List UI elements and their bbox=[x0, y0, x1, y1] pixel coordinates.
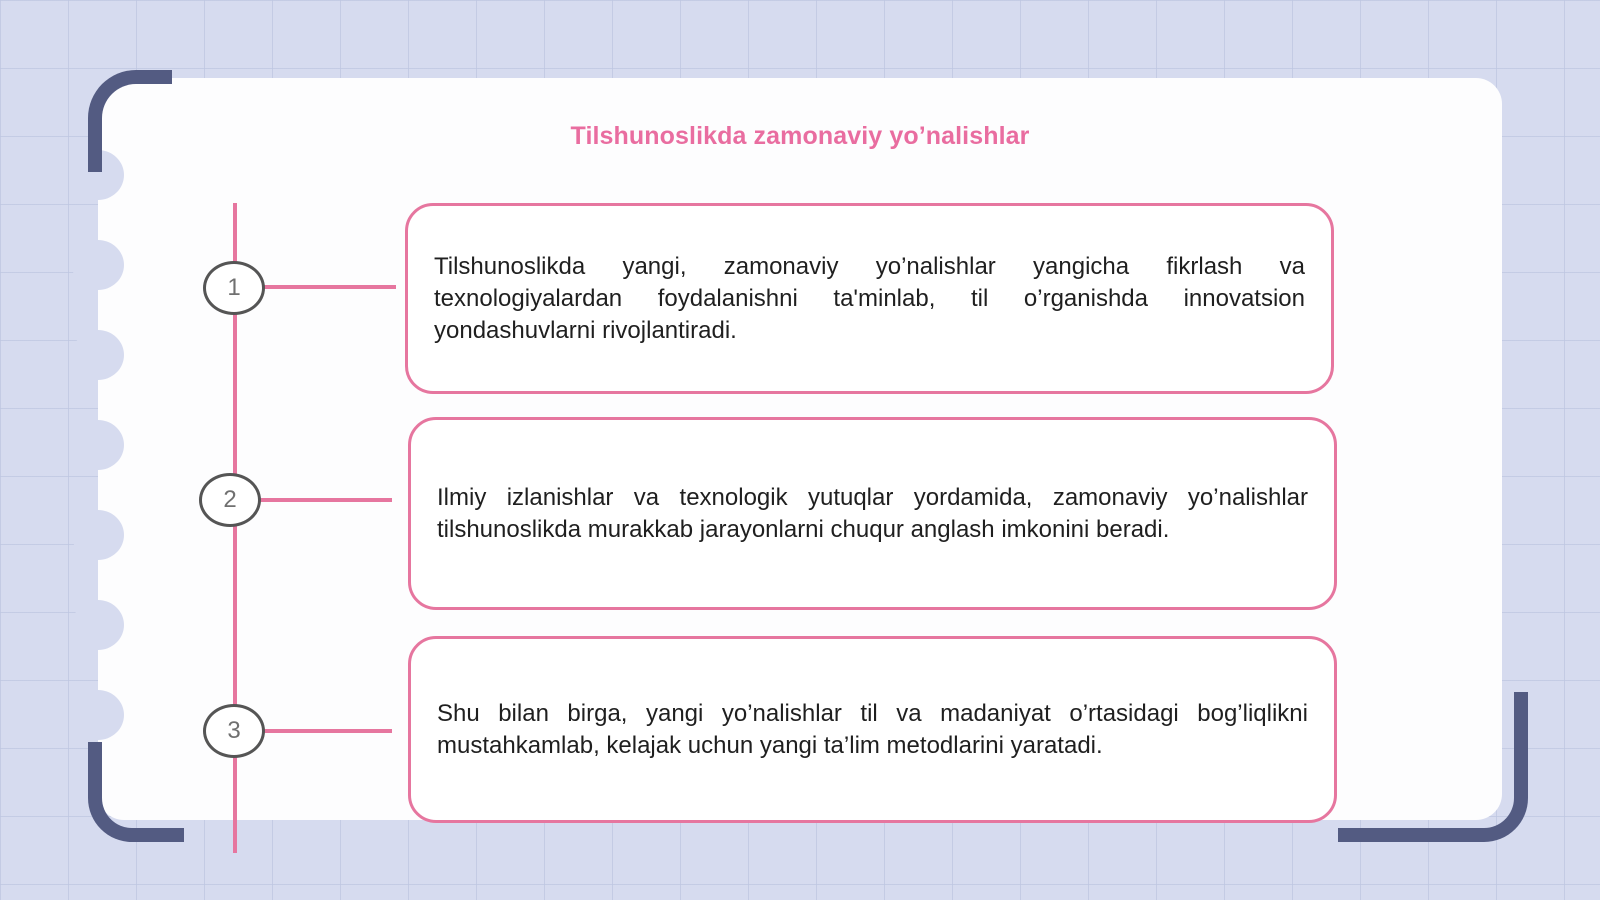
scallop-decoration bbox=[72, 420, 124, 470]
text-box-1 bbox=[405, 203, 1334, 394]
corner-bracket-bottom-left bbox=[88, 742, 184, 842]
scallop-decoration bbox=[72, 510, 124, 560]
text-box-3 bbox=[408, 636, 1337, 823]
scallop-decoration bbox=[72, 240, 124, 290]
scallop-decoration bbox=[72, 330, 124, 380]
step-number-circle-2: 2 bbox=[199, 473, 261, 527]
timeline-connector-3 bbox=[262, 729, 392, 733]
text-box-2-text: Ilmiy izlanishlar va texnologik yutuqlar yordamida, zamonaviy yo’nalishlar tilshunoslikda murakkab jarayonlarni chuqur anglash imkonini beradi. bbox=[437, 483, 1308, 543]
scallop-decoration bbox=[72, 690, 124, 740]
text-box-2 bbox=[408, 417, 1337, 610]
scallop-decoration bbox=[72, 600, 124, 650]
step-number-circle-1: 1 bbox=[203, 261, 265, 315]
timeline-connector-2 bbox=[258, 498, 392, 502]
step-number-circle-3: 3 bbox=[203, 704, 265, 758]
timeline-connector-1 bbox=[262, 285, 396, 289]
slide-title: Tilshunoslikda zamonaviy yo’nalishlar bbox=[570, 122, 1030, 150]
corner-bracket-top-left bbox=[88, 70, 172, 172]
corner-bracket-bottom-right bbox=[1338, 692, 1528, 842]
text-box-3-text: Shu bilan birga, yangi yo’nalishlar til va madaniyat o’rtasidagi bog’liqlikni mustahkamlab, kelajak uchun yangi ta’lim metodlarini yaratadi. bbox=[437, 699, 1308, 759]
text-box-1-text: Tilshunoslikda yangi, zamonaviy yo’nalishlar yangicha fikrlash va texnologiyalardan foydalanishni ta'minlab, til o’rganishda innovatsion yondashuvlarni rivojlantiradi. bbox=[434, 252, 1305, 344]
